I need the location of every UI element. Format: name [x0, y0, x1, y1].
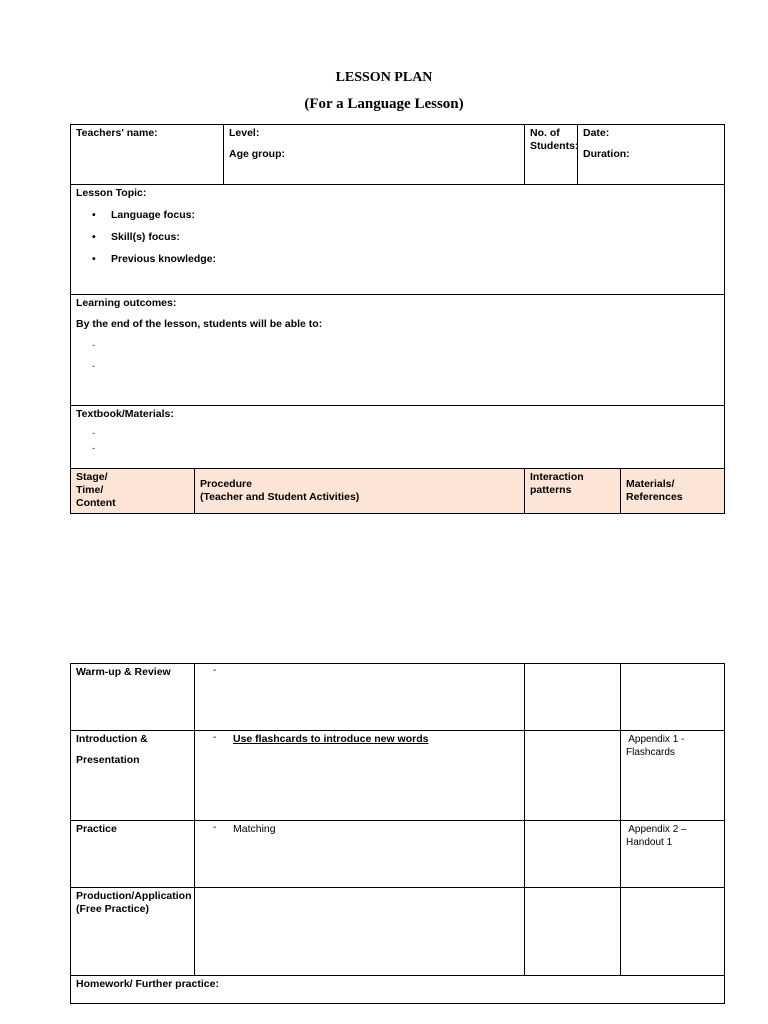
level-cell[interactable]	[224, 125, 525, 185]
date-label: Date:	[583, 127, 610, 139]
lesson-topic-label: Lesson Topic:	[76, 187, 147, 199]
materials-header-line: References	[626, 491, 683, 503]
level-label: Level:	[229, 127, 260, 139]
interaction-header-line: patterns	[530, 484, 572, 496]
lesson-plan-header-table	[70, 124, 725, 469]
procedure-table	[70, 663, 725, 1004]
students-label: Students:	[530, 140, 579, 152]
materials-row	[71, 406, 725, 469]
intro-stage-label: Introduction &	[76, 733, 148, 745]
interaction-header-line: Interaction	[530, 471, 584, 483]
production-stage-label: (Free Practice)	[76, 903, 149, 915]
practice-interaction-cell[interactable]	[525, 821, 621, 888]
no-of-label: No. of	[530, 127, 560, 139]
info-row	[71, 125, 725, 185]
date-cell[interactable]	[578, 125, 725, 185]
lesson-topic-cell[interactable]	[71, 185, 725, 295]
outcome-dash: -	[92, 340, 95, 350]
table-row	[71, 976, 725, 1004]
stage-header-line: Stage/	[76, 471, 108, 483]
lesson-topic-list	[76, 209, 719, 266]
material-dash: -	[92, 428, 95, 438]
learning-outcomes-row	[71, 295, 725, 406]
materials-header-line: Materials/	[626, 478, 675, 490]
procedure-header-row	[71, 469, 725, 514]
practice-stage-cell[interactable]	[71, 821, 195, 888]
age-group-label: Age group:	[229, 148, 285, 160]
procedure-header-line: (Teacher and Student Activities)	[200, 491, 360, 503]
intro-procedure-text: Use flashcards to introduce new words	[233, 733, 429, 745]
warmup-stage-label: Warm-up & Review	[76, 666, 171, 678]
practice-reference-line: Handout 1	[626, 837, 673, 848]
learning-outcomes-label: Learning outcomes:	[76, 297, 177, 309]
practice-reference-line: Appendix 2 –	[626, 824, 687, 835]
intro-reference-line: Flashcards	[626, 747, 675, 758]
homework-label: Homework/ Further practice:	[76, 978, 219, 990]
learning-outcomes-cell[interactable]	[71, 295, 725, 406]
practice-dash: -	[213, 822, 217, 833]
table-row	[71, 888, 725, 976]
intro-interaction-cell[interactable]	[525, 731, 621, 821]
stage-header	[71, 469, 195, 514]
production-stage-cell[interactable]	[71, 888, 195, 976]
practice-procedure-text: Matching	[233, 823, 276, 835]
practice-stage-label: Practice	[76, 823, 117, 835]
no-of-students-cell[interactable]	[525, 125, 578, 185]
warmup-dash: -	[213, 665, 217, 676]
intro-procedure-cell[interactable]	[195, 731, 525, 821]
procedure-header-line: Procedure	[200, 478, 252, 490]
materials-label: Textbook/Materials:	[76, 408, 174, 420]
production-interaction-cell[interactable]	[525, 888, 621, 976]
warmup-interaction-cell[interactable]	[525, 664, 621, 731]
production-procedure-cell[interactable]	[195, 888, 525, 976]
intro-stage-cell[interactable]	[71, 731, 195, 821]
stage-header-line: Time/	[76, 484, 104, 496]
intro-dash: -	[213, 732, 217, 743]
list-item: • Skill(s) focus:	[76, 231, 719, 244]
table-row	[71, 821, 725, 888]
list-item: • Previous knowledge:	[76, 253, 719, 266]
interaction-header	[525, 469, 621, 514]
material-dash: -	[92, 443, 95, 453]
warmup-procedure-cell[interactable]	[195, 664, 525, 731]
warmup-materials-cell[interactable]	[621, 664, 725, 731]
intro-stage-label: Presentation	[76, 754, 140, 766]
outcome-dash: -	[92, 361, 95, 371]
intro-reference-line: Appendix 1 -	[626, 734, 685, 745]
production-stage-label: Production/Application	[76, 890, 192, 902]
materials-header	[621, 469, 725, 514]
stage-header-line: Content	[76, 497, 116, 509]
table-row	[71, 731, 725, 821]
list-item: • Language focus:	[76, 209, 719, 222]
document-subtitle: (For a Language Lesson)	[304, 96, 464, 112]
warmup-stage-cell[interactable]	[71, 664, 195, 731]
teachers-name-cell[interactable]	[71, 125, 224, 185]
duration-label: Duration:	[583, 148, 630, 160]
teachers-name-label: Teachers' name:	[76, 127, 158, 139]
learning-outcomes-intro: By the end of the lesson, students will be able to:	[76, 318, 323, 330]
procedure-header	[195, 469, 525, 514]
table-row	[71, 664, 725, 731]
intro-materials-cell[interactable]	[621, 731, 725, 821]
production-materials-cell[interactable]	[621, 888, 725, 976]
materials-cell[interactable]	[71, 406, 725, 469]
document-title: LESSON PLAN	[335, 70, 433, 85]
practice-materials-cell[interactable]	[621, 821, 725, 888]
lesson-topic-row	[71, 185, 725, 295]
homework-cell[interactable]	[71, 976, 725, 1004]
practice-procedure-cell[interactable]	[195, 821, 525, 888]
procedure-header-table	[70, 468, 725, 514]
